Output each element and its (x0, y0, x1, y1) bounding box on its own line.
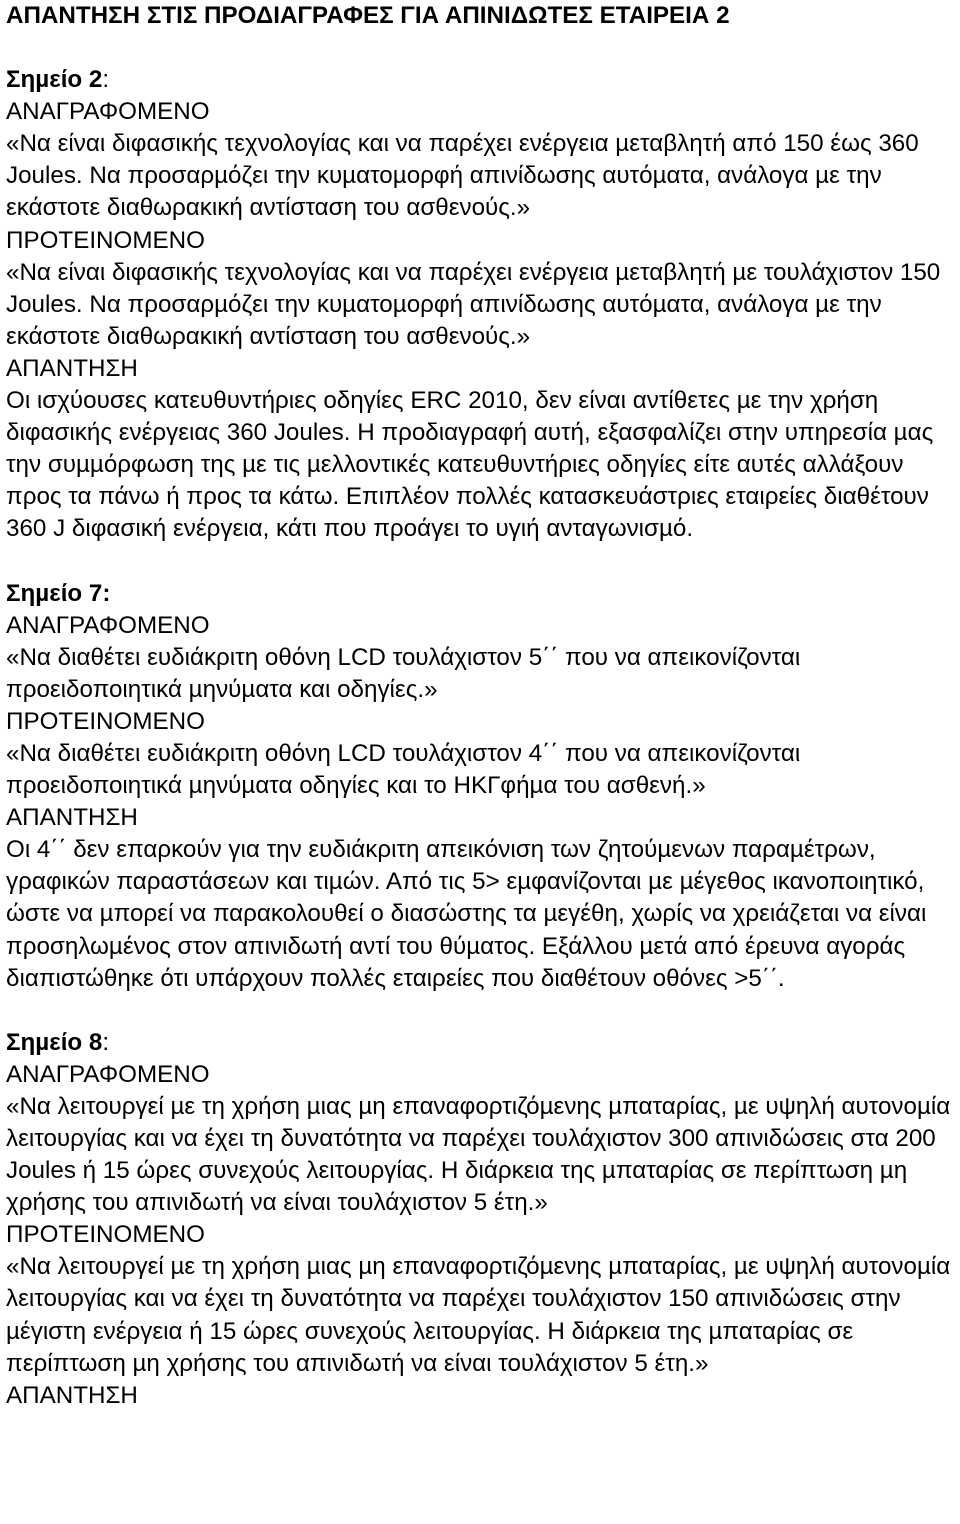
proposed-label: ΠΡΟΤΕΙΝΟΜΕΝΟ (6, 1221, 205, 1249)
requested-label: ΑΝΑΓΡΑΦΟΜΕΝΟ (6, 98, 210, 126)
section-heading (6, 578, 958, 610)
spacer (6, 32, 958, 64)
proposed-text: «Να διαθέτει ευδιάκριτη οθόνη LCD τουλάχιστον 4΄΄ που να απεικονίζονται προειδοποιητικά µηνύµατα οδηγίες και το ΗΚΓφήµα του ασθενή.» (6, 739, 801, 800)
section-heading (6, 64, 958, 96)
answer-label: ΑΠΑΝΤΗΣΗ (6, 1381, 138, 1409)
requested-text: «Να διαθέτει ευδιάκριτη οθόνη LCD τουλάχιστον 5΄΄ που να απεικονίζονται προειδοποιητικά µηνύµατα και οδηγίες.» (6, 643, 801, 703)
document-title: ΑΠΑΝΤΗΣΗ ΣΤΙΣ ΠΡΟΔΙΑΓΡΑΦΕΣ ΓΙΑ ΑΠΙΝΙΔΩΤΕΣ ΕΤΑΙΡΕΙΑ 2 (6, 2, 730, 29)
proposed-label: ΠΡΟΤΕΙΝΟΜΕΝΟ (6, 226, 205, 254)
requested-text: «Να λειτουργεί µε τη χρήση µιας µη επαναφορτιζόµενης µπαταρίας, µε υψηλή αυτονοµία λειτουργίας και να έχει τη δυνατότητα να παρέχει τουλάχιστον 300 απινιδώσεις στα 200 Joules ή 15 ώρες συνεχούς λειτουργίας. Η διάρκεια της µπαταρίας σε περίπτωση µη χρήσης του απινιδωτή να είναι τουλάχιστον 5 έτη.» (6, 1092, 951, 1217)
section-heading-number: Σηµείο 7: (6, 579, 111, 607)
answer-text: Οι ισχύουσες κατευθυντήριες οδηγίες ERC 2010, δεν είναι αντίθετες µε την χρήση διφασικής ενέργειας 360 Joules. Η προδιαγραφή αυτή, εξασφαλίζει στην υπηρεσία µας την συµµόρφωση της µε τις µελλοντικές κατευθυντήριες οδηγίες είτε αυτές αλλάξουν προς τα πάνω ή προς τα κάτω. Επιπλέον πολλές κατασκευάστριες εταιρείες διαθέτουν 360 J διφασική ενέργεια, κάτι που προάγει το υγιή ανταγωνισµό. (6, 387, 934, 543)
requested-text: «Να είναι διφασικής τεχνολογίας και να παρέχει ενέργεια µεταβλητή από 150 έως 360 Joules. Να προσαρµόζει την κυµατοµορφή απινίδωσης αυτόµατα, ανάλογα µε την εκάστοτε διαθωρακική αντίσταση του ασθενούς.» (6, 130, 919, 222)
answer-label: ΑΠΑΝΤΗΣΗ (6, 354, 138, 382)
section-heading-number: Σηµείο 8 (6, 1028, 103, 1056)
section-point-8 (6, 1027, 958, 1412)
proposed-text: «Να είναι διφασικής τεχνολογίας και να παρέχει ενέργεια µεταβλητή µε τουλάχιστον 150 Joules. Να προσαρµόζει την κυµατοµορφή απινίδωσης αυτόµατα, ανάλογα µε την εκάστοτε διαθωρακική αντίσταση του ασθενούς.» (6, 258, 941, 350)
requested-label: ΑΝΑΓΡΑΦΟΜΕΝΟ (6, 611, 210, 639)
answer-text: Οι 4΄΄ δεν επαρκούν για την ευδιάκριτη απεικόνιση των ζητούµενων παραµέτρων, γραφικών παραστάσεων και τιµών. Από τις 5> εµφανίζονται µε µέγεθος ικανοποιητικό, ώστε να µπορεί να παρακολουθεί ο διασώστης τα µεγέθη, χωρίς να χρειάζεται να είναι προσηλωµένος στον απινιδωτή αντί του θύµατος. Εξάλλου µετά από έρευνα αγοράς διαπιστώθηκε ότι υπάρχουν πολλές εταιρείες που διαθέτουν οθόνες >5΄΄. (6, 836, 927, 992)
section-point-2 (6, 64, 958, 545)
requested-label: ΑΝΑΓΡΑΦΟΜΕΝΟ (6, 1060, 210, 1088)
section-heading (6, 1027, 958, 1059)
section-heading-suffix: : (102, 66, 110, 94)
spacer (6, 546, 958, 578)
answer-label: ΑΠΑΝΤΗΣΗ (6, 804, 138, 832)
spacer (6, 995, 958, 1027)
section-heading-suffix: : (102, 1028, 110, 1056)
proposed-text: «Να λειτουργεί µε τη χρήση µιας µη επαναφορτιζόµενης µπαταρίας, µε υψηλή αυτονοµία λειτουργίας και να έχει τη δυνατότητα να παρέχει τουλάχιστον 150 απινιδώσεις στην µέγιστη ενέργεια ή 15 ώρες συνεχούς λειτουργίας. Η διάρκεια της µπαταρίας σε περίπτωση µη χρήσης του απινιδωτή να είναι τουλάχιστον 5 έτη.» (6, 1253, 951, 1377)
section-point-7 (6, 578, 958, 995)
proposed-label: ΠΡΟΤΕΙΝΟΜΕΝΟ (6, 707, 205, 735)
section-heading-number: Σηµείο 2 (6, 66, 103, 94)
